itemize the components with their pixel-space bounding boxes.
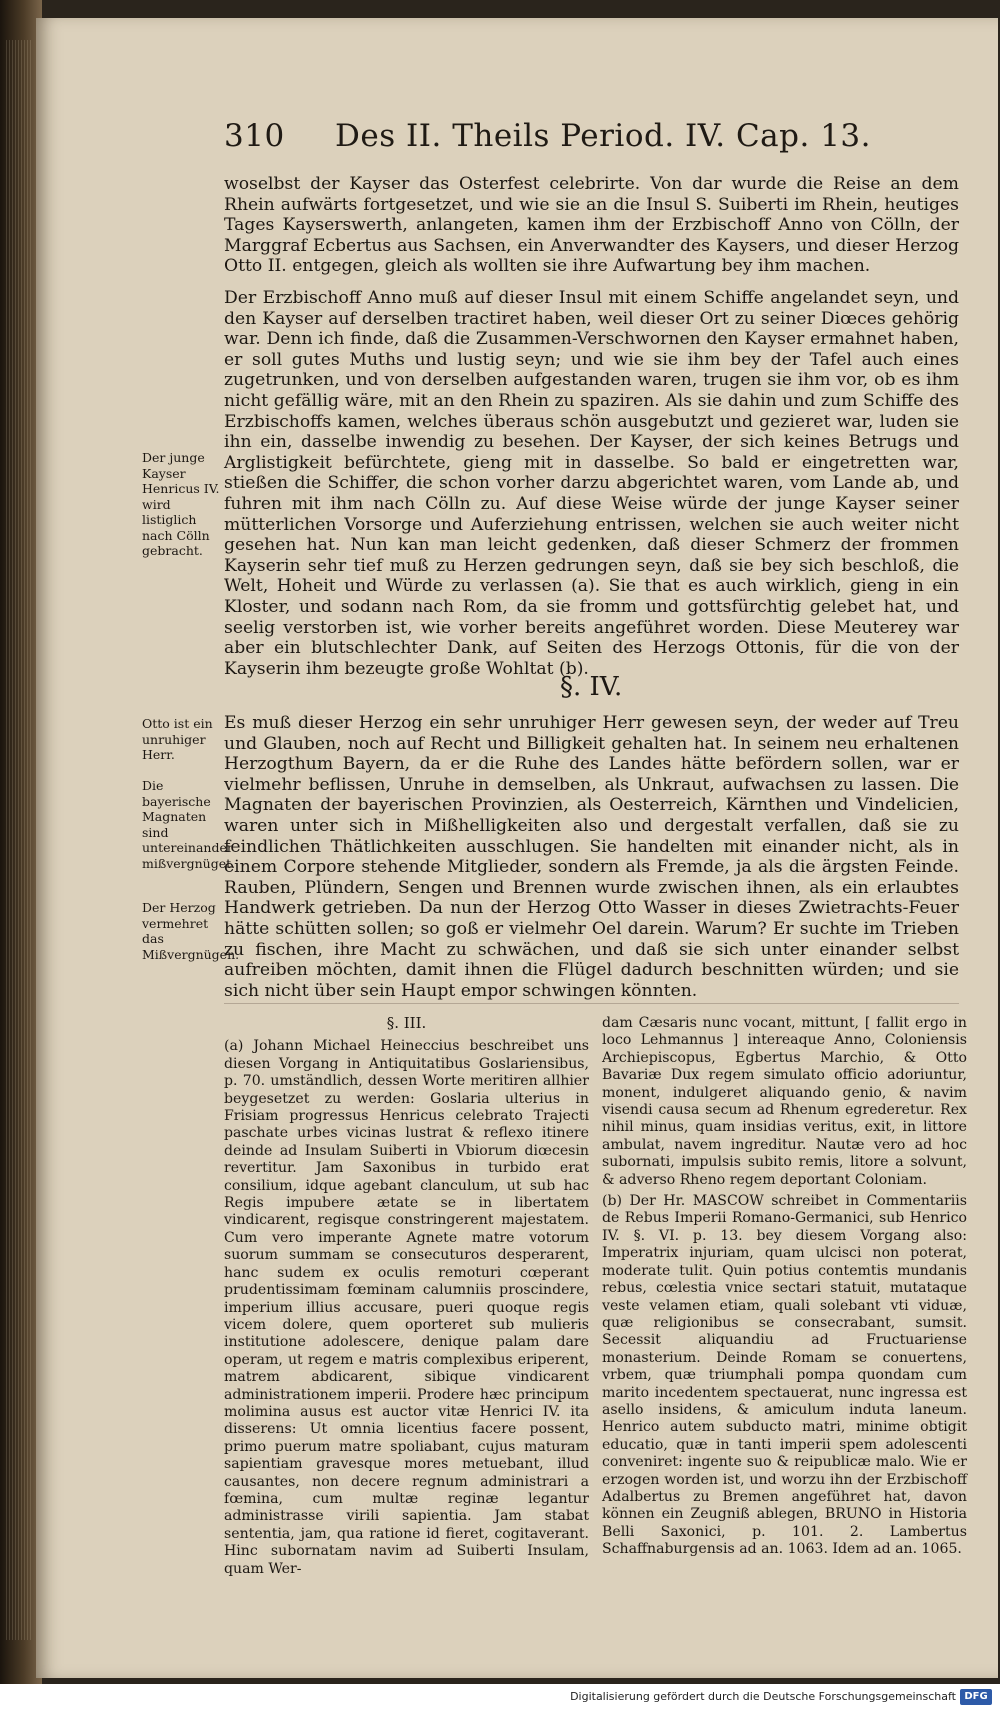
margin-note-2: Otto ist ein unruhiger Herr. <box>142 716 213 762</box>
body-block-3 <box>224 713 959 1011</box>
footnote-column-right <box>602 1015 967 1563</box>
paragraph-3: Es muß dieser Herzog ein sehr unruhiger Herr gewesen seyn, der weder auf Treu und Glauben, noch auf Recht und Billigkeit gehalten hat. In seinem neu erhaltenen Herzogthum Bayern, da er die Ruhe des Landes hätte befördern sollen, war er vielmehr beflissen, Unruhe in demselben, als Unkraut, aufwachsen zu lassen. Die Magnaten der bayerischen Provinzien, als Oesterreich, Kärnthen und Vindelicien, waren unter sich in Mißhelligkeiten also und dergestalt verfallen, daß sie zu feindlichen Thätlichkeiten ausschlugen. Sie handelten mit einander nicht, als in einem Corpore stehende Mitglieder, sondern als Fremde, ja als die ärgsten Feinde. Rauben, Plündern, Sengen und Brennen wurde zwischen ihnen, als ein erlaubtes Handwerk getrieben. Da nun der Herzog Otto Wasser in dieses Zwietrachts-Feuer hätte schütten sollen; so goß er vielmehr Oel darein. Warum? Er suchte im Trieben zu fischen, ihre Macht zu schwächen, und daß sie sich unter einander selbst aufreiben möchten, damit ihnen die Flügel dadurch beschnitten würden; und sie sich nicht über sein Haupt empor schwingen könnten. <box>224 713 959 1001</box>
running-head <box>224 118 871 154</box>
paragraph-2: Der Erzbischoff Anno muß auf dieser Insul mit einem Schiffe angelandet seyn, und den Kayser auf derselben tractiret haben, weil dieser Ort zu seiner Diœces gehörig war. Denn ich finde, daß die Zusammen-Verschwornen den Kayser ermahnet haben, er soll gutes Muths und lustig seyn; und wie sie ihm bey der Tafel auch eines zugetrunken, und von derselben aufgestanden waren, trugen sie ihm vor, ob es ihm nicht gefällig wäre, mit an den Rhein zu spaziren. Als sie dahin und zum Schiffe des Erzbischoffs kamen, welches überaus schön ausgebutzt und gezieret war, luden sie ihn ein, dasselbe inwendig zu besehen. Der Kayser, der sich keines Betrugs und Arglistigkeit befürchtete, gieng mit in dasselbe. So bald er eingetretten war, stießen die Schiffer, die schon vorher darzu abgerichtet waren, vom Lande ab, und fuhren mit ihm nach Cölln zu. Auf diese Weise würde der junge Kayser seiner mütterlichen Vorsorge und Auferziehung entrissen, welchen sie auch weiter nicht gesehen hat. Nun kan man leicht gedenken, daß dieser Schmerz der frommen Kayserin sehr tief muß zu Herzen gedrungen seyn, daß sie bey sich beschloß, die Welt, Hoheit und Würde zu verlassen (a). Sie that es auch wirklich, gieng in ein Kloster, und sodann nach Rom, da sie fromm und gottsfürchtig gelebet hat, und seelig verstorben ist, wie vorher bereits angeführet worden. Diese Meuterey war aber ein blutschlechter Dank, auf Seiten des Herzogs Ottonis, für die von der Kayserin ihm bezeugte große Wohltat (b). <box>224 288 959 679</box>
footer-credit: Digitalisierung gefördert durch die Deutsche Forschungsgemeinschaft <box>570 1690 956 1703</box>
footnote-b: (b) Der Hr. MASCOW schreibet in Commentariis de Rebus Imperii Romano-Germanici, sub Henrico IV. §. VI. p. 13. bey diesem Vorgang also: Imperatrix injuriam, quam ulcisci non poterat, moderate tulit. Quin potius contemtis mundanis rebus, cœlestia vnice sectari statuit, mutataque veste velamen etiam, quali solebant vti viduæ, quæ religionibus se consecrabant, sumsit. Secessit aliquandiu ad Fructuariense monasterium. Deinde Romam se conuertens, vrbem, quæ triumphali pompa quondam cum marito incedentem spectauerat, nunc ingressa est asello insidens, & amiculum induta laneum. Henrico autem subducto matri, minime obtigit educatio, quæ in tanti imperii spem adolescenti conveniret: ingente suo & reipublicæ malo. Wie er erzogen worden ist, und worzu ihn der Erzbischoff Adalbertus zu Bremen angeführet hat, davon können ein Zeugniß ablegen, BRUNO in Historia Belli Saxonici, p. 101. 2. Lambertus Schaffnaburgensis ad an. 1063. Idem ad an. 1065. <box>602 1193 967 1558</box>
margin-note-3: Die bayerische Magnaten sind untereinander mißvergnüget. <box>142 778 236 871</box>
body-block-1 <box>224 174 959 287</box>
page-number: 310 <box>224 118 285 154</box>
margin-note-1: Der junge Kayser Henricus IV. wird listiglich nach Cölln gebracht. <box>142 450 220 558</box>
section-heading: §. IV. <box>560 672 623 702</box>
dfg-logo-icon: DFG <box>960 1689 992 1705</box>
digitization-footer <box>0 1684 1000 1711</box>
footnote-a: (a) Johann Michael Heineccius beschreibet uns diesen Vorgang in Antiquitatibus Goslariensibus, p. 70. umständlich, dessen Worte meritiren allhier beygesetzet zu werden: Goslaria ulterius in Frisiam progressus Henricus celebrato Trajecti paschate urbes vicinas lustrat & reflexo itinere deinde ad Insulam Suiberti in Vbiorum diœcesin revertitur. Jam Saxonibus in turbido erat consilium, idque agebant clanculum, ut sub hac Regis impubere ætate se in libertatem vindicarent, regisque constringerent majestatem. Cum vero imperante Agnete matre votorum suorum summam se consecuturos desperarent, hanc sudem ex oculis remoturi cœperant prudentissimam fœminam calumniis proscindere, imperium illius accusare, pueri quoque regis vicem dolere, quem oporteret sub mulieris institutione adolescere, denique palam dare operam, ut regem e matris complexibus eriperent, matrem abdicarent, sibique vindicarent administrationem imperii. Prodere hæc principum molimina ausus est auctor vitæ Henrici IV. ita disserens: Ut omnia licentius facere possent, primo puerum matre spoliabant, cujus maturam sapientiam gravesque mores metuebant, illud causantes, non decere regnum administrari a fœmina, cum multæ reginæ legantur administrasse virili sapientia. Jam stabat sententia, jam, qua ratione id fieret, cogitaverant. Hinc subornatam navim ad Suiberti Insulam, quam Wer- <box>224 1038 589 1577</box>
paragraph-1: woselbst der Kayser das Osterfest celebrirte. Von dar wurde die Reise an dem Rhein aufwärts fortgesetzet, und wie sie an die Insul S. Suiberti im Rhein, heutiges Tages Kayserswerth, anlangeten, kamen ihm der Erzbischoff Anno von Cölln, der Marggraf Ecbertus aus Sachsen, ein Anverwandter des Kaysers, und dieser Herzog Otto II. entgegen, gleich als wollten sie ihre Aufwartung bey ihm machen. <box>224 174 959 277</box>
footnote-a-continued: dam Cæsaris nunc vocant, mittunt, [ fallit ergo in loco Lehmannus ] intereaque Anno, Coloniensis Archiepiscopus, Egbertus Marchio, & Otto Bavariæ Dux regem simulato officio adoriuntur, monent, indulgeret aliquando genio, & navim visendi causa secum ad Rhenum egrederetur. Rex nihil minus, quam insidias veritus, exit, in littore ambulat, navem ingreditur. Nautæ vero ad hoc subornati, impulsis subito remis, litore a solvunt, & adverso Rheno regem deportant Coloniam. <box>602 1015 967 1188</box>
chapter-title: Des II. Theils Period. IV. Cap. 13. <box>335 118 872 154</box>
footnote-divider <box>224 1003 959 1004</box>
footnote-heading: §. III. <box>386 1014 427 1032</box>
margin-note-4: Der Herzog vermehret das Mißvergnügen. <box>142 900 240 962</box>
body-block-2 <box>224 288 959 689</box>
page-edges <box>6 40 32 1640</box>
footnote-column-left <box>224 1015 589 1582</box>
